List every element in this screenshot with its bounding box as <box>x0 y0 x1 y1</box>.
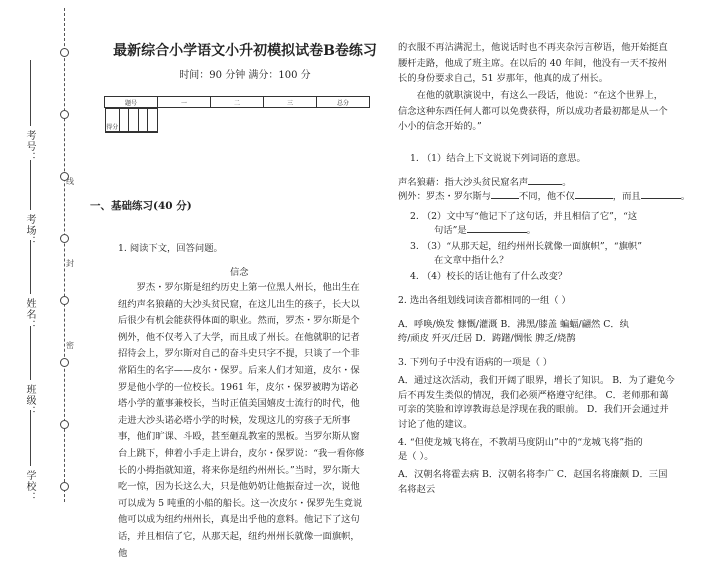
class-field[interactable] <box>30 326 31 380</box>
question-4-cont: 是（ ）。 <box>398 451 434 462</box>
exam-room-label: 考场： <box>24 214 35 247</box>
sub-question-3-cont: 在文章中指什么？ <box>434 255 509 266</box>
sub-question-2-cont: 句话”是 。 <box>434 225 536 236</box>
school-field[interactable] <box>30 410 31 466</box>
score-cell[interactable] <box>119 109 128 132</box>
name-field[interactable] <box>30 240 31 294</box>
page-title: 最新综合小学语文小升初模拟试卷B卷练习 <box>113 43 377 59</box>
passage-conclusion: 在他的就职演说中，有这么一段话，他说：“在这个世界上，信念这种东西任何人都可以免费获得，所以成功者最初都是从一个小小的信念开始的。” <box>398 90 668 132</box>
section-heading: 一、基础练习(40 分) <box>90 200 192 212</box>
name-label: 姓名： <box>24 298 35 331</box>
passage-text: 罗杰・罗尔斯是纽约历史上第一位黑人州长，他出生在纽约声名狼藉的大沙头贫民窟，在这儿出生的孩子，长大以后很少有机会能获得体面的职业。然而，罗杰・罗尔斯是个例外，他不仅考入了大学，而且成了州长。在他就职的记者招待会上，罗尔斯对自己的奋斗史只字不提，只谈了一个非常陌生的名字——皮尔・保罗。后来人们才知道，皮尔・保罗是他小学的一位校长。1961 年，皮尔・保罗被聘为诺必塔小学的董事兼校长，当时正值美国嬉皮士流行的时代，他走进大沙头诺必塔小学的时候，发现这儿的穷孩子无所事事，他们旷课、斗殴，甚至砸乱教室的黑板。当罗尔斯从窗台上跳下，伸着小手走上讲台，皮尔・保罗说：“我一看你修长的小拇指就知道，将来你是纽约州州长。”当时，罗尔斯大吃一惊，因为长这么大，只是他奶奶让他振奋过一次，说他可以成为 5 吨重的小船的船长。这一次皮尔・保罗先生竟说他可以成为纽约州州长，真是出乎他的意料。他记下了这句话，并且相信了它，从那天起，纽约州州长就像一面旗帜，他 <box>118 282 365 559</box>
answer-blank[interactable] <box>575 198 613 199</box>
binding-hole <box>60 296 69 305</box>
exam-number-label: 考号： <box>24 130 35 163</box>
score-header: 总分 <box>317 97 370 108</box>
passage-title: 信念 <box>230 267 249 278</box>
binding-hole <box>60 482 69 491</box>
binding-hole <box>60 358 69 367</box>
question-3: 3. 下列句子中没有语病的一项是（ ） <box>398 357 553 368</box>
binding-hole <box>60 234 69 243</box>
sub-question-2: 2. （2）文中写“他记下了这句话，并且相信了它”，“这 <box>410 211 638 222</box>
sub-question-2-text: 句话”是 <box>434 225 467 236</box>
passage-continued: 的衣服不再沾满泥土，他说话时也不再夹杂污言秽语，他开始挺直腰杆走路，他成了班主席。在以后的 40 年间，他没有一天不按州长的身份要求自己，51 岁那年，他真的成了州长。 <box>398 42 668 84</box>
score-header: 题号 <box>105 97 158 108</box>
exam-number-field[interactable] <box>30 60 31 126</box>
fold-char: 密 <box>66 341 74 350</box>
score-header: 二 <box>211 97 264 108</box>
score-table <box>104 96 370 133</box>
school-label: 学校： <box>24 470 35 503</box>
answer-blank[interactable] <box>528 184 562 185</box>
question-2-options-1: A．呼唤/焕发 慷慨/灌溉 B．沸黑/膝盖 蝙蝠/翩然 C．纨 <box>398 319 629 330</box>
word-meaning-1: 声名狼藉：指大沙头贫民窟名声 。 <box>398 177 572 188</box>
binding-hole <box>60 48 69 57</box>
word-meaning-2-text: 例外：罗杰・罗尔斯与 <box>398 191 491 202</box>
score-cell[interactable] <box>129 109 138 132</box>
binding-hole <box>60 420 69 429</box>
question-4: 4. “但使龙城飞将在，不教胡马度阴山”中的“龙城飞将”指的 <box>398 437 643 448</box>
question-2-options-2: 绔/顽皮 歼灭/迁居 D．踌躇/惆怅 脾乏/烧鹊 <box>398 333 576 344</box>
exam-room-field[interactable] <box>30 160 31 210</box>
word-meaning-2-end: ，而且 <box>612 191 641 202</box>
question-2: 2. 选出各组划线词读音都相同的一组（ ） <box>398 295 571 306</box>
fold-char: 线 <box>66 177 74 186</box>
sub-question-3: 3. （3）“从那天起，纽约州州长就像一面旗帜”，“旗帜” <box>410 241 642 252</box>
score-cell[interactable] <box>138 109 147 132</box>
answer-blank[interactable] <box>467 232 527 233</box>
exam-meta: 时间：90 分钟 满分：100 分 <box>179 70 311 81</box>
question-3-options: A．通过这次活动，我们开阔了眼界，增长了知识。 B．为了避免今后不再发生类似的情况，我们必须严格遵守纪律。 C．老师那和蔼可亲的笑脸和谆谆教诲总是浮现在我的眼前。 D．我们开会通过并讨论了他的建议。 <box>398 375 675 430</box>
sub-question-4: 4. （4）校长的话让他有了什么改变？ <box>410 271 568 282</box>
score-header: 三 <box>264 97 317 108</box>
fold-char: 封 <box>66 259 74 268</box>
word-meaning-2-mid: 不同，他不仅 <box>518 191 575 202</box>
answer-blank[interactable] <box>641 198 681 199</box>
question-4-options: A．汉朝名将霍去病 B．汉朝名将李广 C．赵国名将廉颇 D．三国名将赵云 <box>398 469 668 495</box>
score-cell[interactable] <box>148 109 157 132</box>
answer-blank[interactable] <box>491 198 519 199</box>
class-label: 班级： <box>24 384 35 417</box>
word-meaning-1-text: 声名狼藉：指大沙头贫民窟名声 <box>398 177 529 188</box>
sub-question-1: 1. （1）结合上下文说说下列词语的意思。 <box>410 153 586 164</box>
score-header: 一 <box>158 97 211 108</box>
score-row-label: 得分 <box>105 109 119 132</box>
binding-hole <box>60 110 69 119</box>
question-1-intro: 1. 阅读下文，回答问题。 <box>118 243 223 254</box>
word-meaning-2: 例外：罗杰・罗尔斯与 不同，他不仅 ，而且 。 <box>398 191 690 202</box>
